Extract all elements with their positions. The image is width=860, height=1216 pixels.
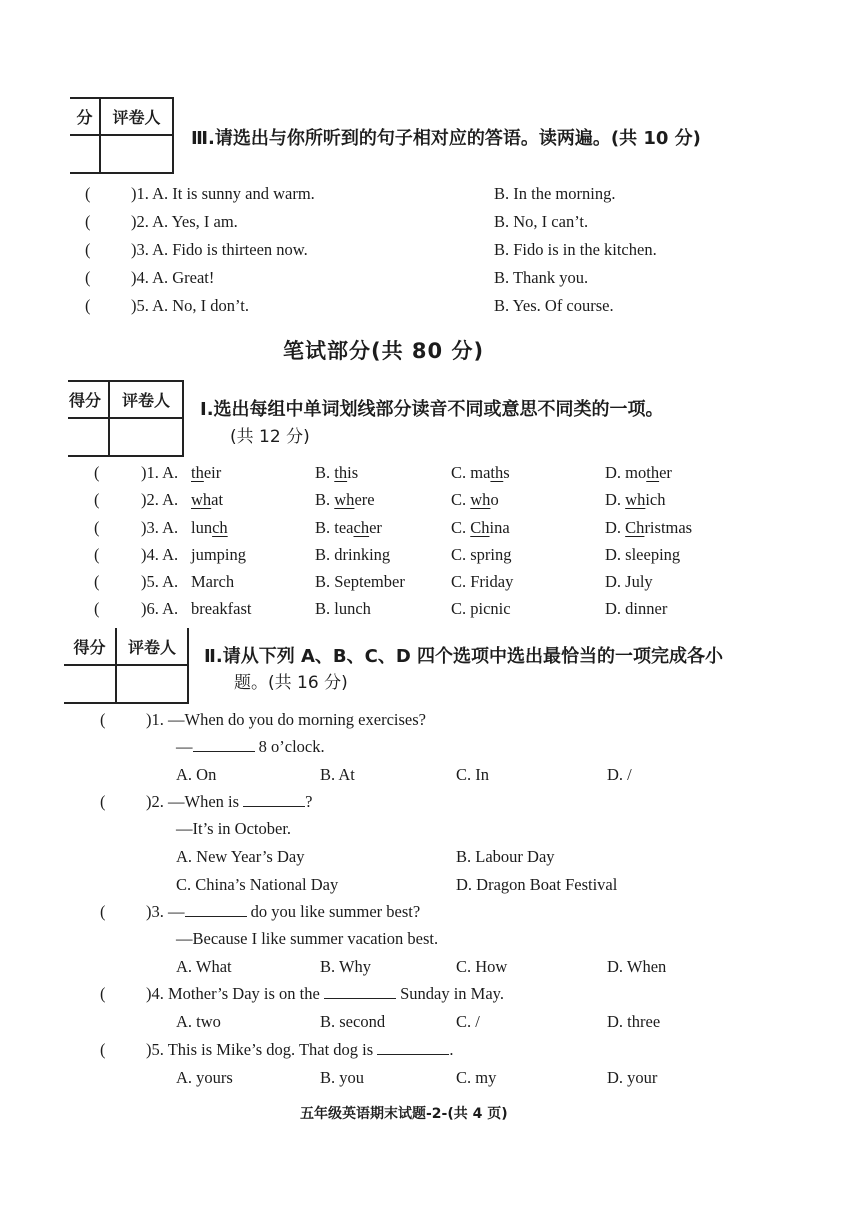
option-d: D. three — [607, 1012, 661, 1031]
score-box-divider — [70, 134, 174, 136]
score-box-divider — [64, 664, 189, 666]
answer-blank — [193, 737, 255, 752]
option-d: D. Dragon Boat Festival — [456, 875, 618, 894]
question-stem: )3. — do you like summer best? — [146, 902, 421, 921]
option-a: lunch — [191, 518, 228, 537]
answer-blank — [324, 984, 396, 999]
option-b: B. Thank you. — [494, 268, 589, 287]
option-c: C. China — [451, 518, 510, 537]
option-b: B. Labour Day — [456, 847, 555, 866]
option-d: D. dinner — [605, 599, 668, 618]
option-b: B. Fido is in the kitchen. — [494, 240, 657, 259]
option-c: C. maths — [451, 463, 510, 482]
part1-heading-points: (共 12 分) — [230, 427, 310, 447]
option-b: B. Why — [320, 957, 372, 976]
grader-label: 评卷人 — [127, 637, 176, 657]
option-b: B. At — [320, 765, 355, 784]
option-b: B. second — [320, 1012, 386, 1031]
question-number: )5. A. — [141, 572, 179, 591]
option-a: )5. A. No, I don’t. — [131, 296, 249, 315]
answer-paren: ( — [85, 296, 91, 315]
option-c: C. How — [456, 957, 508, 976]
question-stem: )5. This is Mike’s dog. That dog is . — [146, 1040, 454, 1059]
answer-blank — [185, 902, 247, 917]
option-b: B. this — [315, 463, 359, 482]
question-reply: —Because I like summer vacation best. — [176, 929, 439, 948]
answer-paren: ( — [85, 184, 91, 203]
option-b: B. In the morning. — [494, 184, 616, 203]
written-part-title: 笔试部分(共 80 分) — [283, 339, 485, 363]
answer-paren: ( — [100, 710, 106, 729]
answer-paren: ( — [100, 1040, 106, 1059]
option-a: )1. A. It is sunny and warm. — [131, 184, 315, 203]
option-d: D. mother — [605, 463, 672, 482]
answer-paren: ( — [100, 902, 106, 921]
option-a: A. On — [176, 765, 217, 784]
option-a: A. yours — [176, 1068, 233, 1087]
option-d: D. / — [607, 765, 632, 784]
option-a: their — [191, 463, 222, 482]
answer-paren: ( — [85, 240, 91, 259]
option-b: B. No, I can’t. — [494, 212, 589, 231]
page-footer: 五年级英语期末试题-2-(共 4 页) — [300, 1106, 508, 1122]
option-d: D. Christmas — [605, 518, 693, 537]
answer-paren: ( — [94, 545, 100, 564]
option-d: D. sleeping — [605, 545, 681, 564]
option-c: C. China’s National Day — [176, 875, 339, 894]
question-number: )6. A. — [141, 599, 179, 618]
section-heading-listening: Ⅲ.请选出与你所听到的句子相对应的答语。读两遍。(共 10 分) — [191, 128, 701, 149]
question-number: )2. A. — [141, 490, 179, 509]
score-label: 得分 — [73, 637, 106, 657]
option-c: C. my — [456, 1068, 497, 1087]
option-c: C. In — [456, 765, 489, 784]
score-label: 得分 — [68, 391, 101, 410]
part2-heading: Ⅱ.请从下列 A、B、C、D 四个选项中选出最恰当的一项完成各小 — [204, 646, 724, 667]
question-number: )4. A. — [141, 545, 179, 564]
answer-paren: ( — [94, 463, 100, 482]
question-number: )1. A. — [141, 463, 179, 482]
option-c: C. picnic — [451, 599, 511, 618]
option-a: breakfast — [191, 599, 252, 618]
answer-paren: ( — [100, 984, 106, 1003]
option-d: D. your — [607, 1068, 658, 1087]
answer-paren: ( — [94, 518, 100, 537]
option-a: March — [191, 572, 235, 591]
option-d: D. July — [605, 572, 653, 591]
option-b: B. drinking — [315, 545, 391, 564]
question-reply: —It’s in October. — [176, 819, 292, 838]
option-d: D. When — [607, 957, 667, 976]
option-b: B. teacher — [315, 518, 382, 537]
option-a: )2. A. Yes, I am. — [131, 212, 238, 231]
question-stem: )4. Mother’s Day is on the Sunday in May. — [146, 984, 504, 1003]
option-c: C. who — [451, 490, 499, 509]
option-c: C. spring — [451, 545, 512, 564]
answer-paren: ( — [85, 268, 91, 287]
question-number: )3. A. — [141, 518, 179, 537]
answer-paren: ( — [94, 599, 100, 618]
option-b: B. September — [315, 572, 405, 591]
option-d: D. which — [605, 490, 666, 509]
option-c: C. Friday — [451, 572, 514, 591]
answer-blank — [377, 1040, 449, 1055]
option-a: )4. A. Great! — [131, 268, 215, 287]
option-a: A. New Year’s Day — [176, 847, 305, 866]
answer-paren: ( — [94, 490, 100, 509]
part2-heading-points: 题。(共 16 分) — [234, 673, 348, 693]
option-a: A. two — [176, 1012, 221, 1031]
option-a: what — [191, 490, 224, 509]
answer-blank — [243, 792, 305, 807]
option-b: B. where — [315, 490, 375, 509]
question-reply: — 8 o’clock. — [176, 737, 325, 756]
question-stem: )2. —When is ? — [146, 792, 313, 811]
grader-label: 评卷人 — [112, 108, 161, 127]
answer-paren: ( — [94, 572, 100, 591]
grader-label: 评卷人 — [121, 391, 170, 410]
option-b: B. you — [320, 1068, 365, 1087]
option-b: B. Yes. Of course. — [494, 296, 614, 315]
part1-heading: Ⅰ.选出每组中单词划线部分读音不同或意思不同类的一项。 — [200, 399, 664, 420]
question-stem: )1. —When do you do morning exercises? — [146, 710, 426, 729]
option-a: jumping — [191, 545, 247, 564]
answer-paren: ( — [100, 792, 106, 811]
option-a: )3. A. Fido is thirteen now. — [131, 240, 308, 259]
option-b: B. lunch — [315, 599, 371, 618]
option-c: C. / — [456, 1012, 480, 1031]
answer-paren: ( — [85, 212, 91, 231]
score-box-divider — [68, 417, 184, 419]
score-label: 分 — [76, 108, 93, 127]
option-a: A. What — [176, 957, 232, 976]
